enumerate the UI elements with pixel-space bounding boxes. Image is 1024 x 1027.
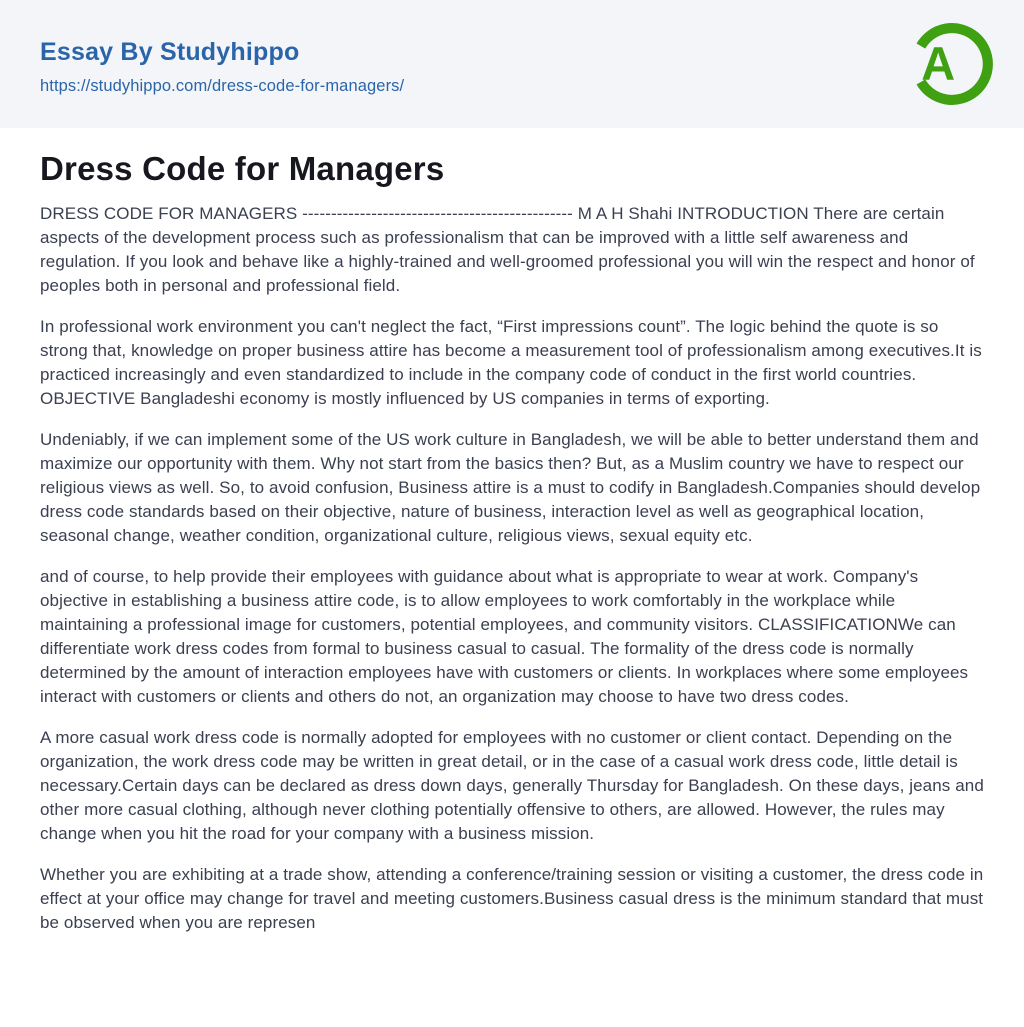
essay-paragraph-2: In professional work environment you can't neglect the fact, “First impressions count”. The logic behind the quote is so strong that, knowledge on proper business attire has become a measurement tool of professionalism among executives.It is practiced increasingly and even standardized to include in the company code of conduct in the first world countries. OBJECTIVE Bangladeshi economy is mostly influenced by US companies in terms of exporting. xyxy=(40,317,982,408)
page-header xyxy=(0,0,1024,128)
essay-title: Dress Code for Managers xyxy=(40,150,445,187)
essay-body xyxy=(40,202,984,935)
essay-url-link[interactable]: https://studyhippo.com/dress-code-for-managers/ xyxy=(40,77,405,95)
essay-paragraph-3: Undeniably, if we can implement some of the US work culture in Bangladesh, we will be able to better understand them and maximize our opportunity with them. Why not start from the basics then? But, as a Muslim country we have to respect our religious views as well. So, to avoid confusion, Business attire is a must to codify in Bangladesh.Companies should develop dress code standards based on their objective, nature of business, interaction level as well as geographical location, seasonal change, weather condition, organizational culture, religious views, sexual equity etc. xyxy=(40,430,981,545)
site-title: Essay By Studyhippo xyxy=(40,38,300,66)
essay-paragraph-1: DRESS CODE FOR MANAGERS ----------------------------------------------- M A H Shahi INTRODUCTION There are certain aspects of the development process such as professionalism that can be improved with a little self awareness and regulation. If you look and behave like a highly-trained and well-groomed professional you will win the respect and honor of peoples both in personal and professional field. xyxy=(40,204,975,295)
essay-paragraph-5: A more casual work dress code is normally adopted for employees with no customer or client contact. Depending on the organization, the work dress code may be written in great detail, or in the case of a casual work dress code, little detail is necessary.Certain days can be declared as dress down days, generally Thursday for Bangladesh. On these days, jeans and other more casual clothing, although never clothing potentially offensive to others, are allowed. However, the rules may change when you hit the road for your company with a business mission. xyxy=(40,728,984,843)
essay-paragraph-6: Whether you are exhibiting at a trade show, attending a conference/training session or visiting a customer, the dress code in effect at your office may change for travel and meeting customers.Business casual dress is the minimum standard that must be observed when you are represen xyxy=(40,865,984,932)
header-text-block xyxy=(40,32,404,96)
logo-letter: A xyxy=(921,38,956,91)
essay-content xyxy=(0,128,1024,935)
essay-paragraph-4: and of course, to help provide their employees with guidance about what is appropriate to wear at work. Company's objective in establishing a business attire code, is to allow employees to work comfortably in the workplace while maintaining a professional image for customers, potential employees, and community visitors. CLASSIFICATIONWe can differentiate work dress codes from formal to business casual to casual. The formality of the dress code is normally determined by the amount of interaction employees have with customers or clients. In workplaces where some employees interact with customers or clients and others do not, an organization may choose to have two dress codes. xyxy=(40,567,969,706)
studyhippo-logo-icon xyxy=(906,18,998,110)
